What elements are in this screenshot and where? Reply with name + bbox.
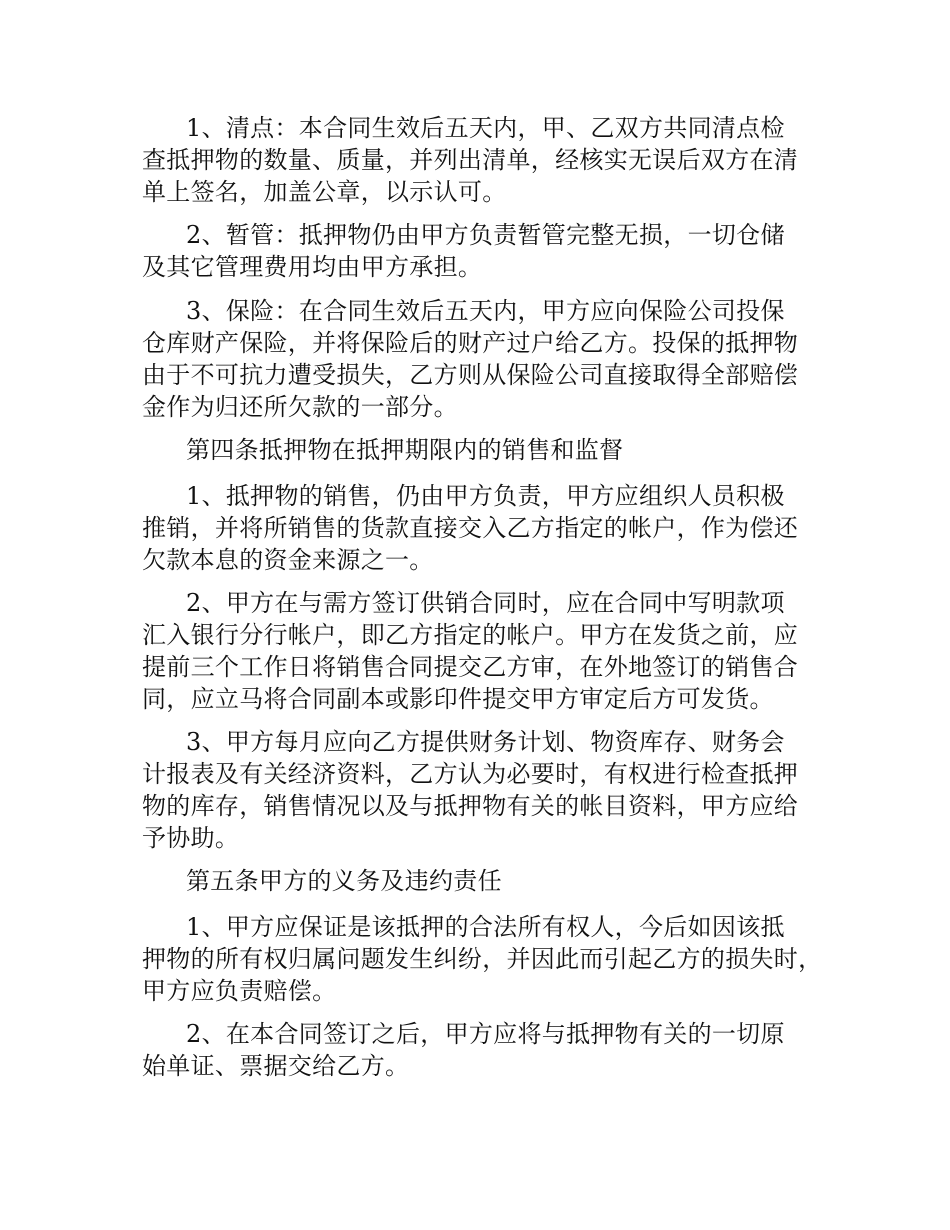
- paragraph-line: 汇入银行分行帐户，即乙方指定的帐户。甲方在发货之前，应: [142, 621, 799, 649]
- paragraph-line: 推销，并将所销售的货款直接交入乙方指定的帐户，作为偿还: [142, 514, 799, 542]
- paragraph-line: 押物的所有权归属问题发生纠纷，并因此而引起乙方的损失时，: [142, 945, 823, 973]
- paragraph-line: 3、保险：在合同生效后五天内，甲方应向保险公司投保: [186, 297, 785, 325]
- paragraph-line: 提前三个工作日将销售合同提交乙方审，在外地签订的销售合: [142, 653, 799, 681]
- paragraph-line: 2、甲方在与需方签订供销合同时，应在合同中写明款项: [186, 589, 785, 617]
- paragraph-line: 1、甲方应保证是该抵押的合法所有权人，今后如因该抵: [186, 913, 785, 941]
- paragraph-supply-contract: [142, 587, 832, 715]
- paragraph-ownership-guarantee: [142, 911, 832, 1007]
- article-4-heading: [142, 434, 832, 466]
- paragraph-line: 查抵押物的数量、质量，并列出清单，经核实无误后双方在清: [142, 146, 799, 174]
- paragraph-line: 单上签名，加盖公章，以示认可。: [142, 178, 507, 206]
- paragraph-line: 1、清点：本合同生效后五天内，甲、乙双方共同清点检: [186, 114, 785, 142]
- paragraph-line: 物的库存，销售情况以及与抵押物有关的帐目资料，甲方应给: [142, 792, 799, 820]
- section-heading: 第四条抵押物在抵押期限内的销售和监督: [186, 436, 624, 464]
- section-heading: 第五条甲方的义务及违约责任: [186, 867, 502, 895]
- paragraph-line: 甲方应负责赔偿。: [142, 977, 337, 1005]
- paragraph-line: 及其它管理费用均由甲方承担。: [142, 253, 483, 281]
- paragraph-documents-handover: [142, 1018, 832, 1082]
- paragraph-line: 1、抵押物的销售，仍由甲方负责，甲方应组织人员积极: [186, 482, 785, 510]
- paragraph-line: 同，应立马将合同副本或影印件提交甲方审定后方可发货。: [142, 685, 774, 713]
- paragraph-financial-reports: [142, 726, 832, 854]
- paragraph-line: 2、在本合同签订之后，甲方应将与抵押物有关的一切原: [186, 1020, 785, 1048]
- paragraph-line: 欠款本息的资金来源之一。: [142, 546, 434, 574]
- paragraph-line: 予协助。: [142, 824, 240, 852]
- paragraph-line: 始单证、票据交给乙方。: [142, 1052, 410, 1080]
- paragraph-clearance: [142, 112, 832, 208]
- paragraph-insurance: [142, 295, 832, 423]
- article-5-heading: [142, 865, 832, 897]
- paragraph-line: 金作为归还所欠款的一部分。: [142, 393, 458, 421]
- paragraph-line: 计报表及有关经济资料，乙方认为必要时，有权进行检查抵押: [142, 760, 799, 788]
- paragraph-sales: [142, 480, 832, 576]
- paragraph-line: 仓库财产保险，并将保险后的财产过户给乙方。投保的抵押物: [142, 329, 799, 357]
- paragraph-line: 2、暂管：抵押物仍由甲方负责暂管完整无损，一切仓储: [186, 221, 785, 249]
- paragraph-line: 3、甲方每月应向乙方提供财务计划、物资库存、财务会: [186, 728, 785, 756]
- paragraph-custody: [142, 219, 832, 283]
- paragraph-line: 由于不可抗力遭受损失，乙方则从保险公司直接取得全部赔偿: [142, 361, 799, 389]
